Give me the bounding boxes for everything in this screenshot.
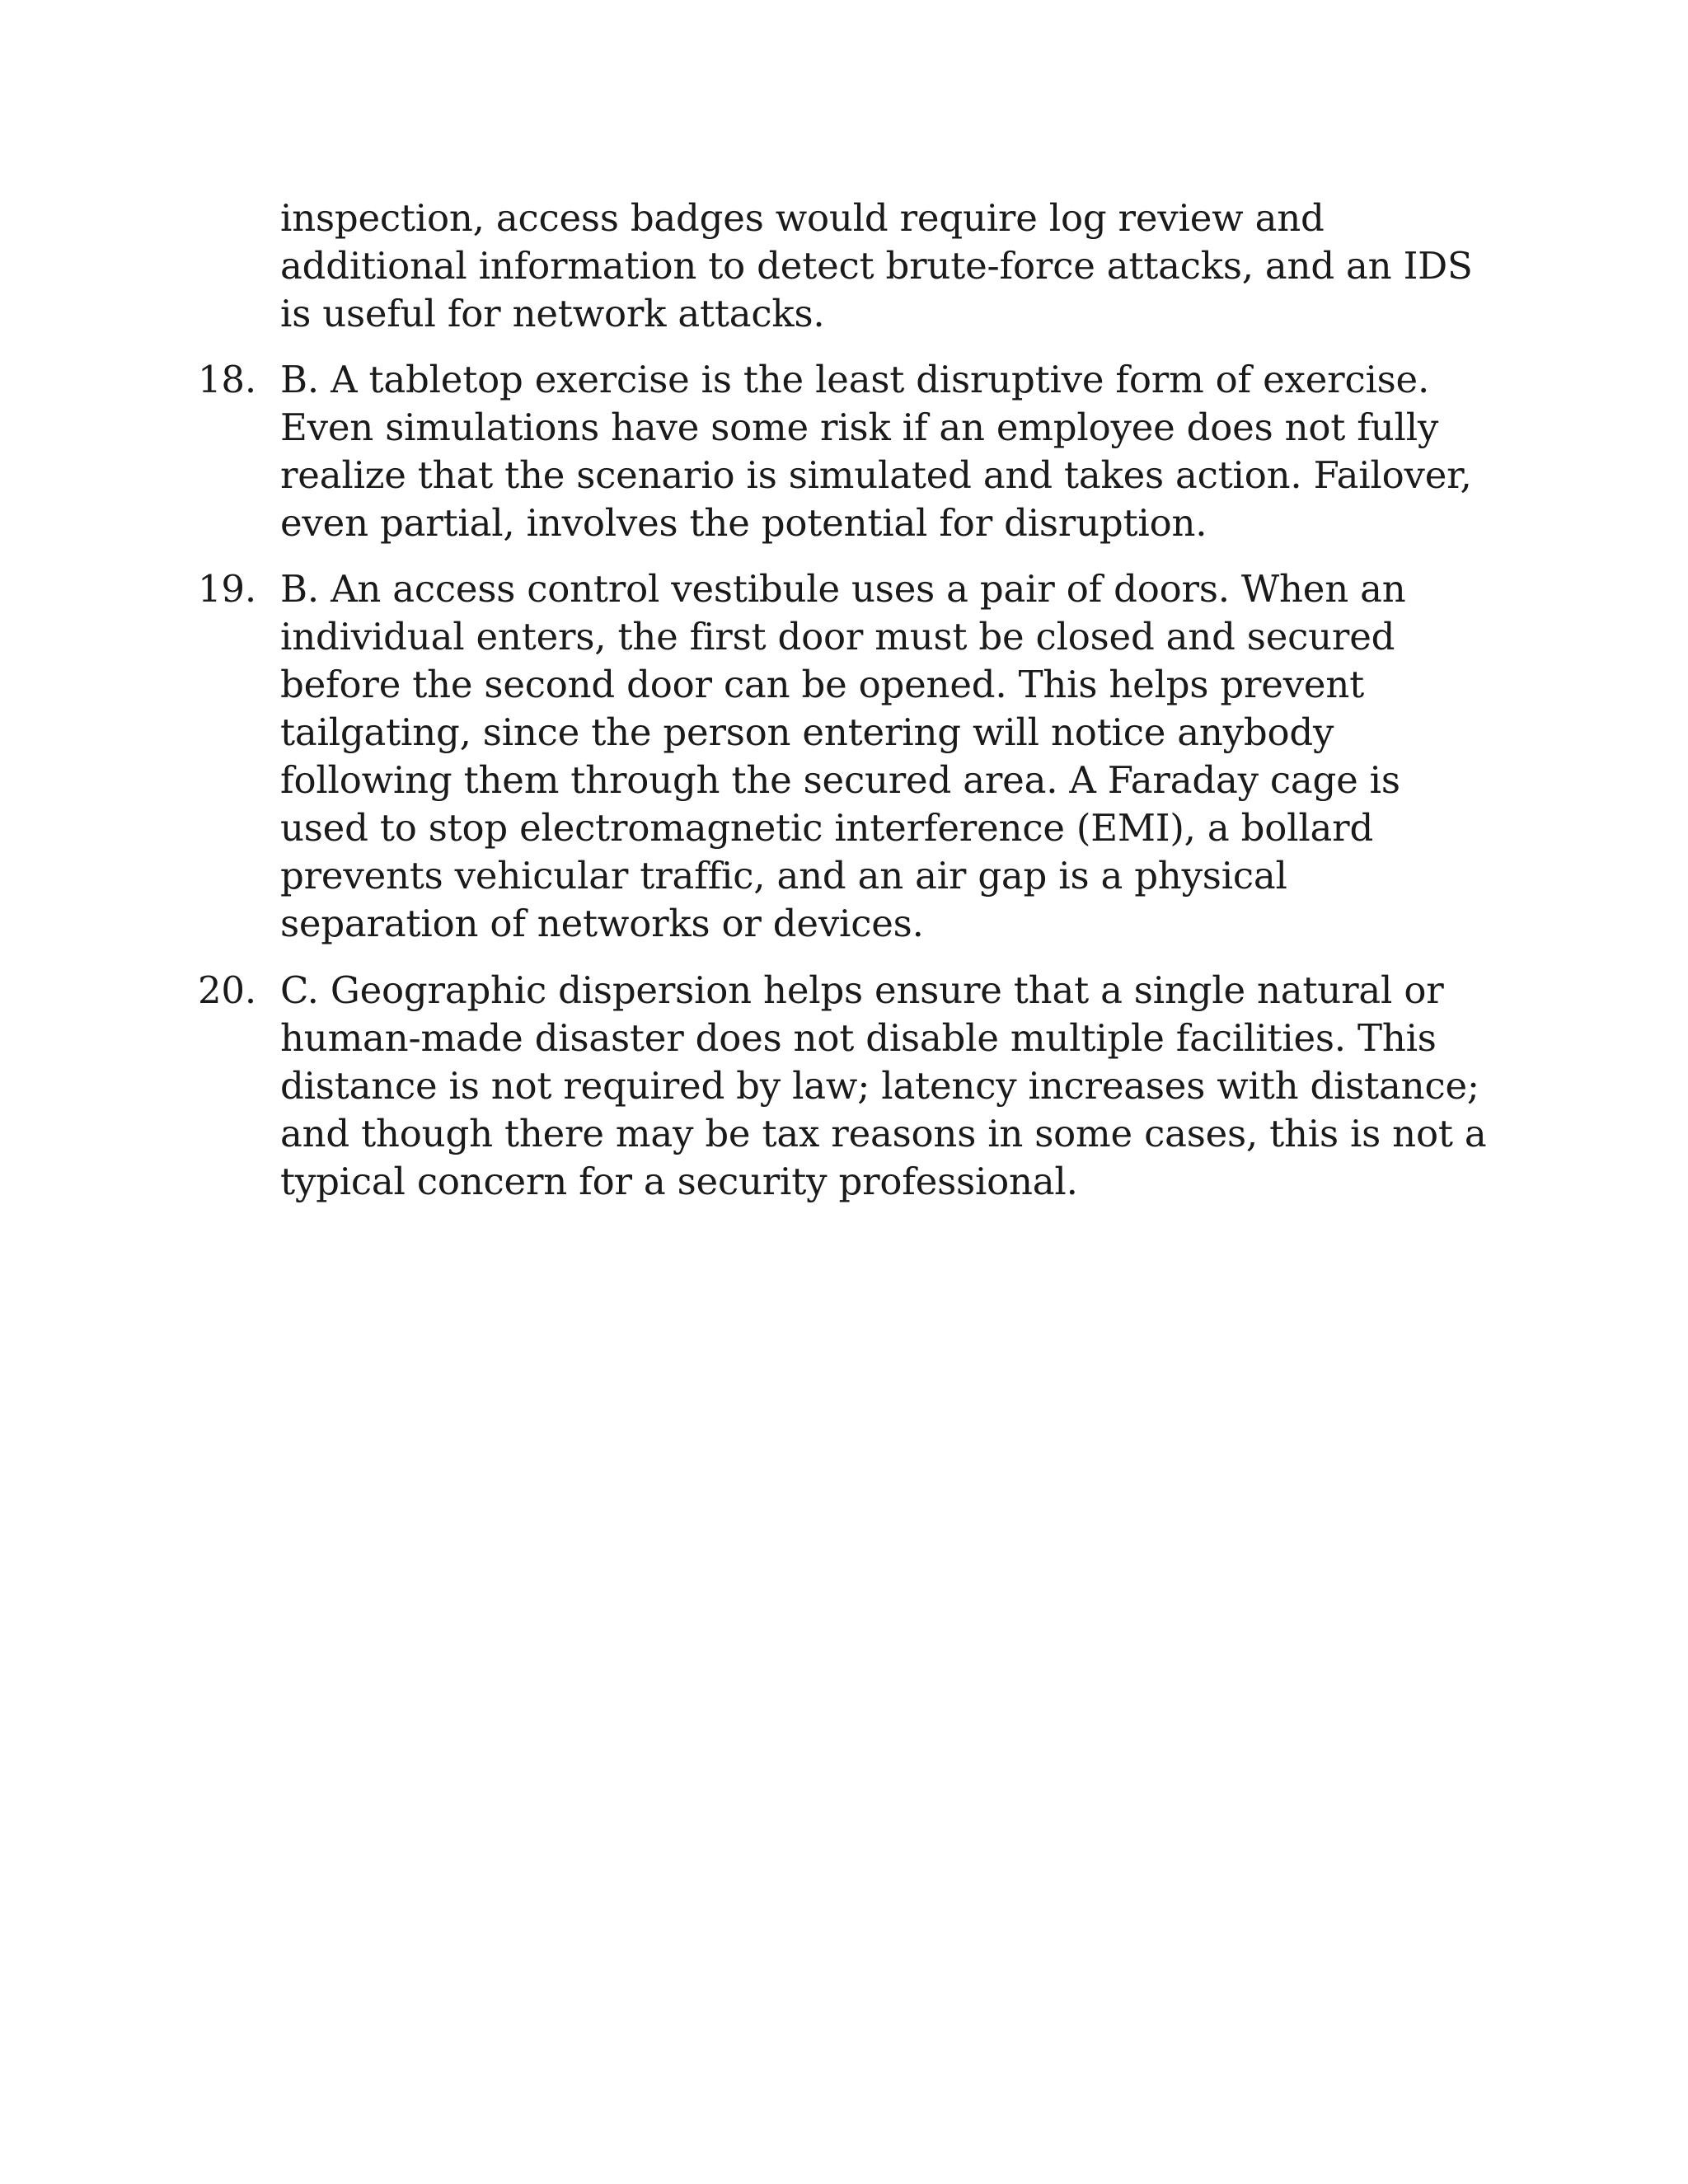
answer-number: 18. xyxy=(198,358,256,401)
answer-text: B. A tabletop exercise is the least disruptive form of exercise. Even simulations have some risk if an employee does not fully realize that the scenario is simulated and takes action. Failover, even partial, involves the potential for disruption. xyxy=(280,358,1472,545)
answer-number: 19. xyxy=(198,567,256,611)
answer-text: B. An access control vestibule uses a pair of doors. When an individual enters, the first door must be closed and secured before the second door can be opened. This helps prevent tailgating, since the person entering will notice anybody following them through the secured area. A Faraday cage is used to stop electromagnetic interference (EMI), a bollard prevents vehicular traffic, and an air gap is a physical separation of networks or devices. xyxy=(280,567,1406,945)
answer-number: 20. xyxy=(198,968,256,1012)
continued-answer-text: inspection, access badges would require log review and additional information to detect brute-force attacks, and an IDS is useful for network attacks. xyxy=(280,196,1473,335)
answer-text: C. Geographic dispersion helps ensure that a single natural or human-made disaster does not disable multiple facilities. This distance is not required by law; latency increases with distance; and though there may be tax reasons in some cases, this is not a typical concern for a security professional. xyxy=(280,968,1487,1203)
answer-item-20 xyxy=(0,967,1492,1206)
answer-item-19 xyxy=(0,565,1492,948)
answer-item-18 xyxy=(0,356,1492,547)
